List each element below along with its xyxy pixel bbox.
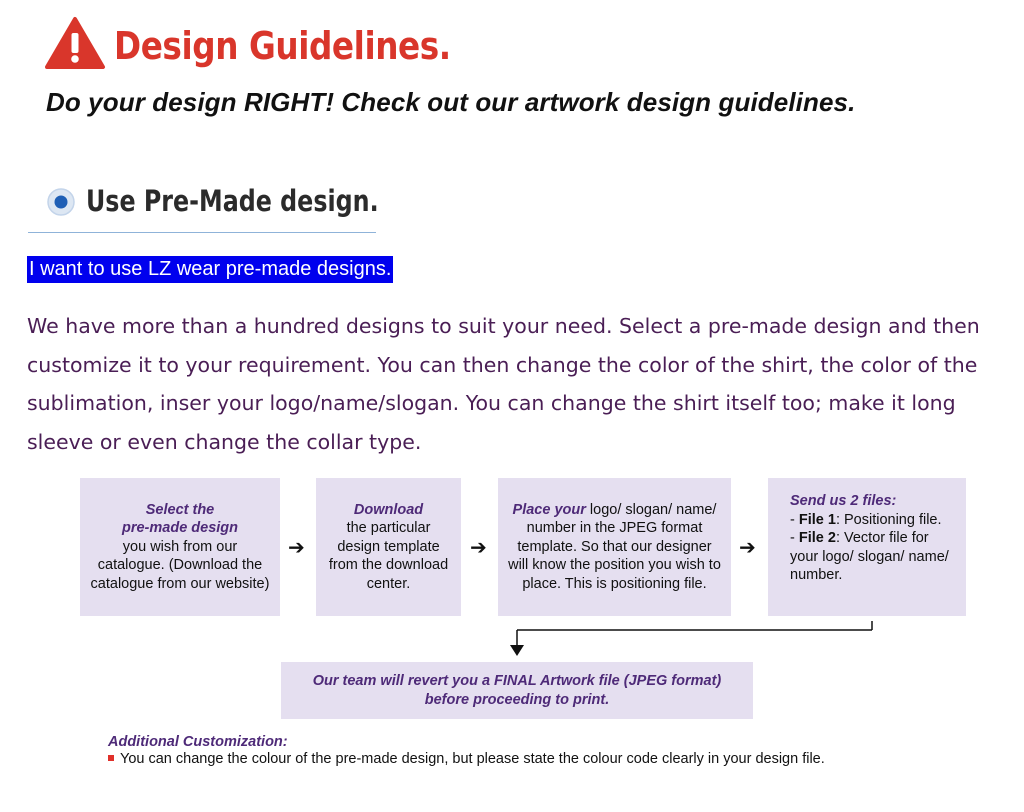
step4-file2: - File 2: Vector file for your logo/ slogan/ name/ number. bbox=[790, 530, 949, 583]
radio-selected-icon bbox=[46, 187, 76, 217]
additional-item-text: You can change the colour of the pre-made design, but please state the colour code clearly in your design file. bbox=[120, 751, 825, 767]
step2-emph: Download bbox=[353, 501, 424, 518]
page-subtitle: Do your design RIGHT! Check out our artwork design guidelines. bbox=[46, 87, 856, 117]
description-paragraph: We have more than a hundred designs to suit your need. Select a pre-made design and then customize it to your requirement. You can then change the color of the shirt, the color of the sublimation, inser your logo/name/slogan. You can change the shirt itself too; make it long sleeve or even change the collar type. bbox=[27, 314, 980, 454]
arrow-right-icon: ➔ bbox=[739, 535, 756, 559]
file2-label: File 2 bbox=[798, 530, 836, 546]
arrow-right-icon: ➔ bbox=[470, 535, 487, 559]
bullet-icon bbox=[108, 755, 114, 761]
file1-text: : Positioning file. bbox=[835, 511, 942, 528]
step-place-logo bbox=[498, 478, 731, 616]
warning-triangle-icon bbox=[44, 16, 106, 70]
arrow-right-icon: ➔ bbox=[288, 535, 305, 559]
step1-emph-2: pre-made design bbox=[121, 520, 239, 537]
step2-text: the particular design template from the download center. bbox=[328, 520, 449, 592]
step3-emph: Place your bbox=[512, 501, 586, 518]
return-connector bbox=[505, 616, 885, 662]
step1-text: you wish from our catalogue. (Download the catalogue from our website) bbox=[90, 538, 270, 592]
step-send-files bbox=[768, 478, 966, 616]
additional-title: Additional Customization: bbox=[108, 734, 288, 750]
section-divider bbox=[28, 232, 376, 233]
final-artwork-text: Our team will revert you a FINAL Artwork file (JPEG format) before proceeding to print. bbox=[312, 673, 722, 708]
section-title: Use Pre-Made design. bbox=[86, 184, 379, 218]
file1-label: File 1 bbox=[798, 511, 836, 528]
step1-emph-1: Select the bbox=[145, 501, 215, 518]
final-artwork-box bbox=[281, 662, 753, 719]
selected-text[interactable]: I want to use LZ wear pre-made designs. bbox=[27, 256, 393, 283]
step4-emph: Send us 2 files: bbox=[790, 493, 897, 509]
step3-text: logo/ slogan/ name/ number in the JPEG format template. So that our designer will know the position you wish to place. This is positioning file. bbox=[508, 501, 721, 592]
step4-file1: - File 1: Positioning file. bbox=[790, 511, 942, 528]
arrow-down-icon bbox=[510, 645, 524, 656]
step-download-template bbox=[316, 478, 461, 616]
additional-item bbox=[108, 751, 825, 767]
file2-text: : Vector file for your logo/ slogan/ name/ number. bbox=[790, 530, 949, 583]
page-title: Design Guidelines. bbox=[114, 24, 451, 68]
step-select-design bbox=[80, 478, 280, 616]
